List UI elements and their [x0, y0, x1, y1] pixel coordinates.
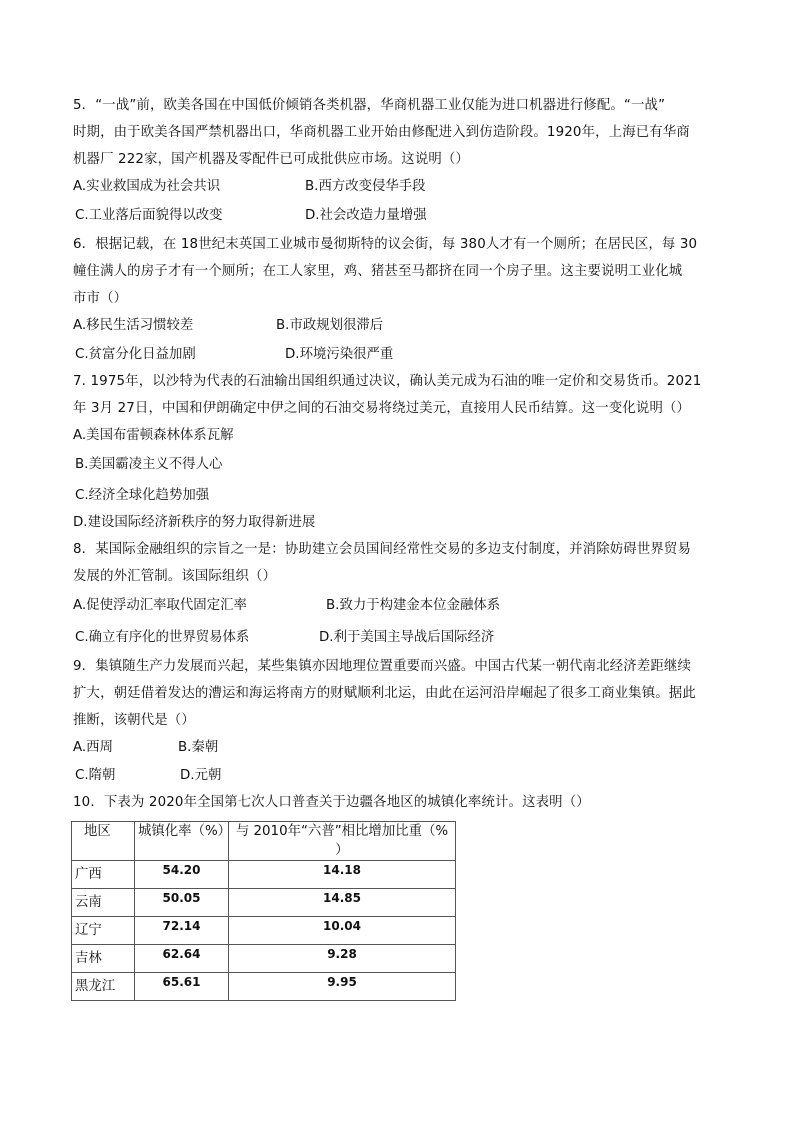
q9-option-b: B.秦朝 [178, 740, 219, 755]
q9-option-d: D.元朝 [180, 768, 222, 783]
q9-line-1: 9．集镇随生产力发展而兴起，某些集镇亦因地理位置重要而兴盛。中国古代某一朝代南北经济差距继续 [73, 659, 691, 674]
header-region: 地区 [72, 822, 135, 861]
q6-line-2: 幢住满人的房子才有一个厕所；在工人家里，鸡、猪甚至马都挤在同一个房子里。这主要说明工业化城 [73, 264, 683, 279]
q6-option-b: B.市政规划很滞后 [276, 318, 384, 333]
q5-option-c: C.工业落后面貌得以改变 [75, 208, 223, 223]
cell-region: 黑龙江 [72, 973, 135, 1001]
q8-option-c: C.确立有序化的世界贸易体系 [75, 630, 250, 645]
q5-line-2: 时期，由于欧美各国严禁机器出口，华商机器工业开始由修配进入到仿造阶段。1920年，上海已有华商 [73, 125, 690, 140]
q8-option-b: B.致力于构建金本位金融体系 [326, 598, 501, 613]
table-row [72, 889, 456, 917]
q7-line-1: 7. 1975年，以沙特为代表的石油输出国组织通过决议，确认美元成为石油的唯一定价和交易货币。2021 [73, 374, 702, 389]
cell-rate: 54.20 [135, 861, 229, 889]
q8-line-1: 8．某国际金融组织的宗旨之一是：协助建立会员国间经常性交易的多边支付制度，并消除妨碍世界贸易 [73, 542, 691, 557]
table-row [72, 861, 456, 889]
q7-option-a: A.美国布雷顿森林体系瓦解 [73, 428, 234, 443]
q9-option-a: A.西周 [73, 740, 113, 755]
q9-option-c: C.隋朝 [75, 768, 116, 783]
cell-increase: 14.85 [229, 889, 456, 917]
header-increase [229, 822, 456, 861]
cell-rate: 50.05 [135, 889, 229, 917]
header-urbanization-rate: 城镇化率（%） [135, 822, 229, 861]
table-row [72, 917, 456, 945]
header-increase-line-1: 与 2010年“六普”相比增加比重（% [235, 824, 449, 839]
header-increase-line-2: ） [335, 843, 349, 858]
cell-increase: 10.04 [229, 917, 456, 945]
q5-option-b: B.西方改变侵华手段 [305, 179, 426, 194]
cell-region: 云南 [72, 889, 135, 917]
cell-increase: 9.28 [229, 945, 456, 973]
cell-region: 辽宁 [72, 917, 135, 945]
q6-line-1: 6．根据记载，在 18世纪末英国工业城市曼彻斯特的议会街，每 380人才有一个厕所；在居民区，每 30 [73, 237, 698, 252]
table-row [72, 945, 456, 973]
q5-option-a: A.实业救国成为社会共识 [73, 179, 221, 194]
q5-line-1: 5．“一战”前，欧美各国在中国低价倾销各类机器，华商机器工业仅能为进口机器进行修配。“一战” [73, 98, 666, 113]
cell-region: 广西 [72, 861, 135, 889]
table-header-row [72, 822, 456, 861]
q8-option-d: D.利于美国主导战后国际经济 [319, 630, 495, 645]
q8-option-a: A.促使浮动汇率取代固定汇率 [73, 598, 247, 613]
cell-increase: 14.18 [229, 861, 456, 889]
q9-line-2: 扩大，朝廷借着发达的漕运和海运将南方的财赋顺利北运，由此在运河沿岸崛起了很多工商业集镇。据此 [73, 686, 696, 701]
q6-option-a: A.移民生活习惯较差 [73, 318, 194, 333]
q6-option-d: D.环境污染很严重 [285, 347, 394, 362]
q7-line-2: 年 3月 27日，中国和伊朗确定中伊之间的石油交易将绕过美元，直接用人民币结算。这一变化说明（） [73, 401, 691, 416]
cell-region: 吉林 [72, 945, 135, 973]
q9-line-3: 推断，该朝代是（） [73, 713, 195, 728]
q6-option-c: C.贫富分化日益加剧 [75, 347, 196, 362]
q8-line-2: 发展的外汇管制。该国际组织（） [73, 569, 277, 584]
cell-rate: 65.61 [135, 973, 229, 1001]
urbanization-table [71, 821, 456, 1001]
q5-line-3: 机器厂 222家，国产机器及零配件已可成批供应市场。这说明（） [73, 152, 470, 167]
q7-option-b: B.美国霸凌主义不得人心 [75, 457, 223, 472]
table-row [72, 973, 456, 1001]
cell-increase: 9.95 [229, 973, 456, 1001]
q7-option-d: D.建设国际经济新秩序的努力取得新进展 [73, 515, 316, 530]
cell-rate: 62.64 [135, 945, 229, 973]
cell-rate: 72.14 [135, 917, 229, 945]
q7-option-c: C.经济全球化趋势加强 [75, 488, 210, 503]
q10-line-1: 10．下表为 2020年全国第七次人口普查关于边疆各地区的城镇化率统计。这表明（） [73, 795, 590, 810]
q5-option-d: D.社会改造力量增强 [305, 208, 427, 223]
q6-line-3: 市市（） [73, 291, 128, 306]
